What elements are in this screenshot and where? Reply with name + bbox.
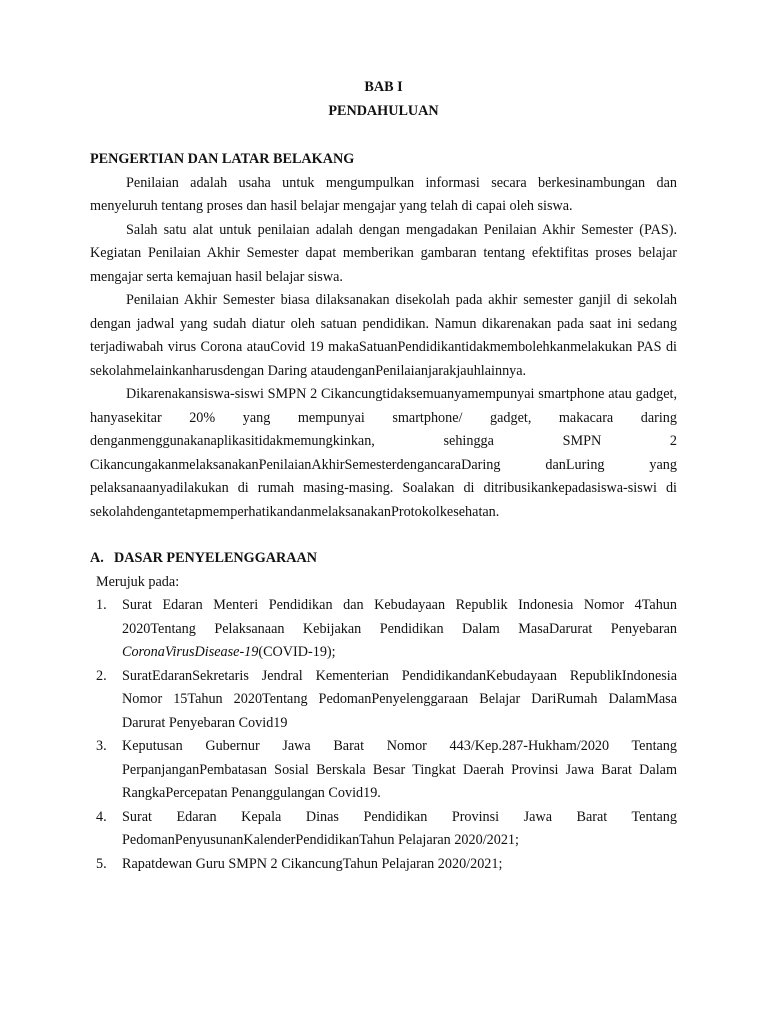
list-item-text: Surat Edaran Kepala Dinas Pendidikan Provinsi Jawa Barat Tentang PedomanPenyusunanKalenderPendidikanTahun Pelajaran 2020/2021; — [122, 808, 677, 848]
list-item — [90, 594, 677, 665]
section-a-title-text: DASAR PENYELENGGARAAN — [114, 550, 317, 566]
list-item-text: Keputusan Gubernur Jawa Barat Nomor 443/Kep.287-Hukham/2020 Tentang PerpanjanganPembatasan Sosial Berskala Besar Tingkat Daerah Provinsi Jawa Barat Dalam RangkaPercepatan Penanggulangan Covid19. — [122, 738, 677, 801]
document-body — [90, 76, 677, 876]
list-item-text: Rapatdewan Guru SMPN 2 CikancungTahun Pelajaran 2020/2021; — [122, 855, 503, 872]
list-item-text: SuratEdaranSekretaris Jendral Kementerian PendidikandanKebudayaan RepublikIndonesia Nomor 15Tahun 2020Tentang PedomanPenyelenggaraan Belajar DariRumah DalamMasa Darurat Penyebaran Covid19 — [122, 667, 677, 731]
chapter-number: BAB I — [364, 79, 403, 95]
list-item-number: 3. — [96, 738, 107, 754]
paragraph-4: Dikarenakansiswa-siswi SMPN 2 Cikancungtidaksemuanyamempunyai smartphone atau gadget, hanyasekitar 20% yang mempunyai smartphone/ gadget, makacara daring denganmenggunakanaplikasitidakmemungkinkan, sehingga SMPN 2 CikancungakanmelaksanakanPenilaianAkhirSemesterdengancaraDaring danLuring yang pelaksanaanyadilakukan di rumah masing-masing. Soalakan di ditribusikankepadasiswa-siswi di sekolahdengantetapmemperhatikandanmelaksanakanProtokolkesehatan. — [90, 386, 677, 520]
list-item-number: 4. — [96, 808, 107, 825]
list-item-number: 1. — [96, 597, 107, 613]
chapter-title: PENDAHULUAN — [328, 102, 439, 119]
paragraph-3: Penilaian Akhir Semester biasa dilaksanakan disekolah pada akhir semester ganjil di sekolah dengan jadwal yang sudah diatur oleh satuan pendidikan. Namun dikarenakan pada saat ini sedang terjadiwabah virus Corona atauCovid 19 makaSatuanPendidikantidakmembolehkanmelakukan PAS di sekolahmelainkanharusdengan Daring ataudenganPenilaianjarakjauhlainnya. — [90, 292, 677, 379]
list-item-number: 2. — [96, 667, 107, 684]
list-item-text: Surat Edaran Menteri Pendidikan dan Kebudayaan Republik Indonesia Nomor 4Tahun 2020Tentang Pelaksanaan Kebijakan Pendidikan Dalam MasaDarurat Penyebaran — [122, 597, 677, 637]
list-item-number: 5. — [96, 855, 107, 872]
section-heading: PENGERTIAN DAN LATAR BELAKANG — [90, 151, 355, 167]
list-item — [90, 735, 677, 806]
list-item — [90, 665, 677, 736]
paragraph-2: Salah satu alat untuk penilaian adalah dengan mengadakan Penilaian Akhir Semester (PAS). Kegiatan Penilaian Akhir Semester dapat memberikan gambaran tentang efektifitas proses belajar mengajar serta kemajuan hasil belajar siswa. — [90, 221, 677, 285]
list-item-text-end: (COVID-19); — [258, 644, 336, 660]
section-a-title — [90, 547, 677, 571]
list-item-italic-text: CoronaVirusDisease-19 — [122, 644, 259, 660]
list-item — [90, 806, 677, 853]
reference-list — [90, 594, 677, 876]
section-a-letter: A. — [90, 550, 104, 566]
section-a-intro: Merujuk pada: — [96, 573, 180, 590]
list-item — [90, 853, 677, 877]
paragraph-1: Penilaian adalah usaha untuk mengumpulkan informasi secara berkesinambungan dan menyeluruh tentang proses dan hasil belajar mengajar yang telah di capai oleh siswa. — [90, 174, 677, 214]
